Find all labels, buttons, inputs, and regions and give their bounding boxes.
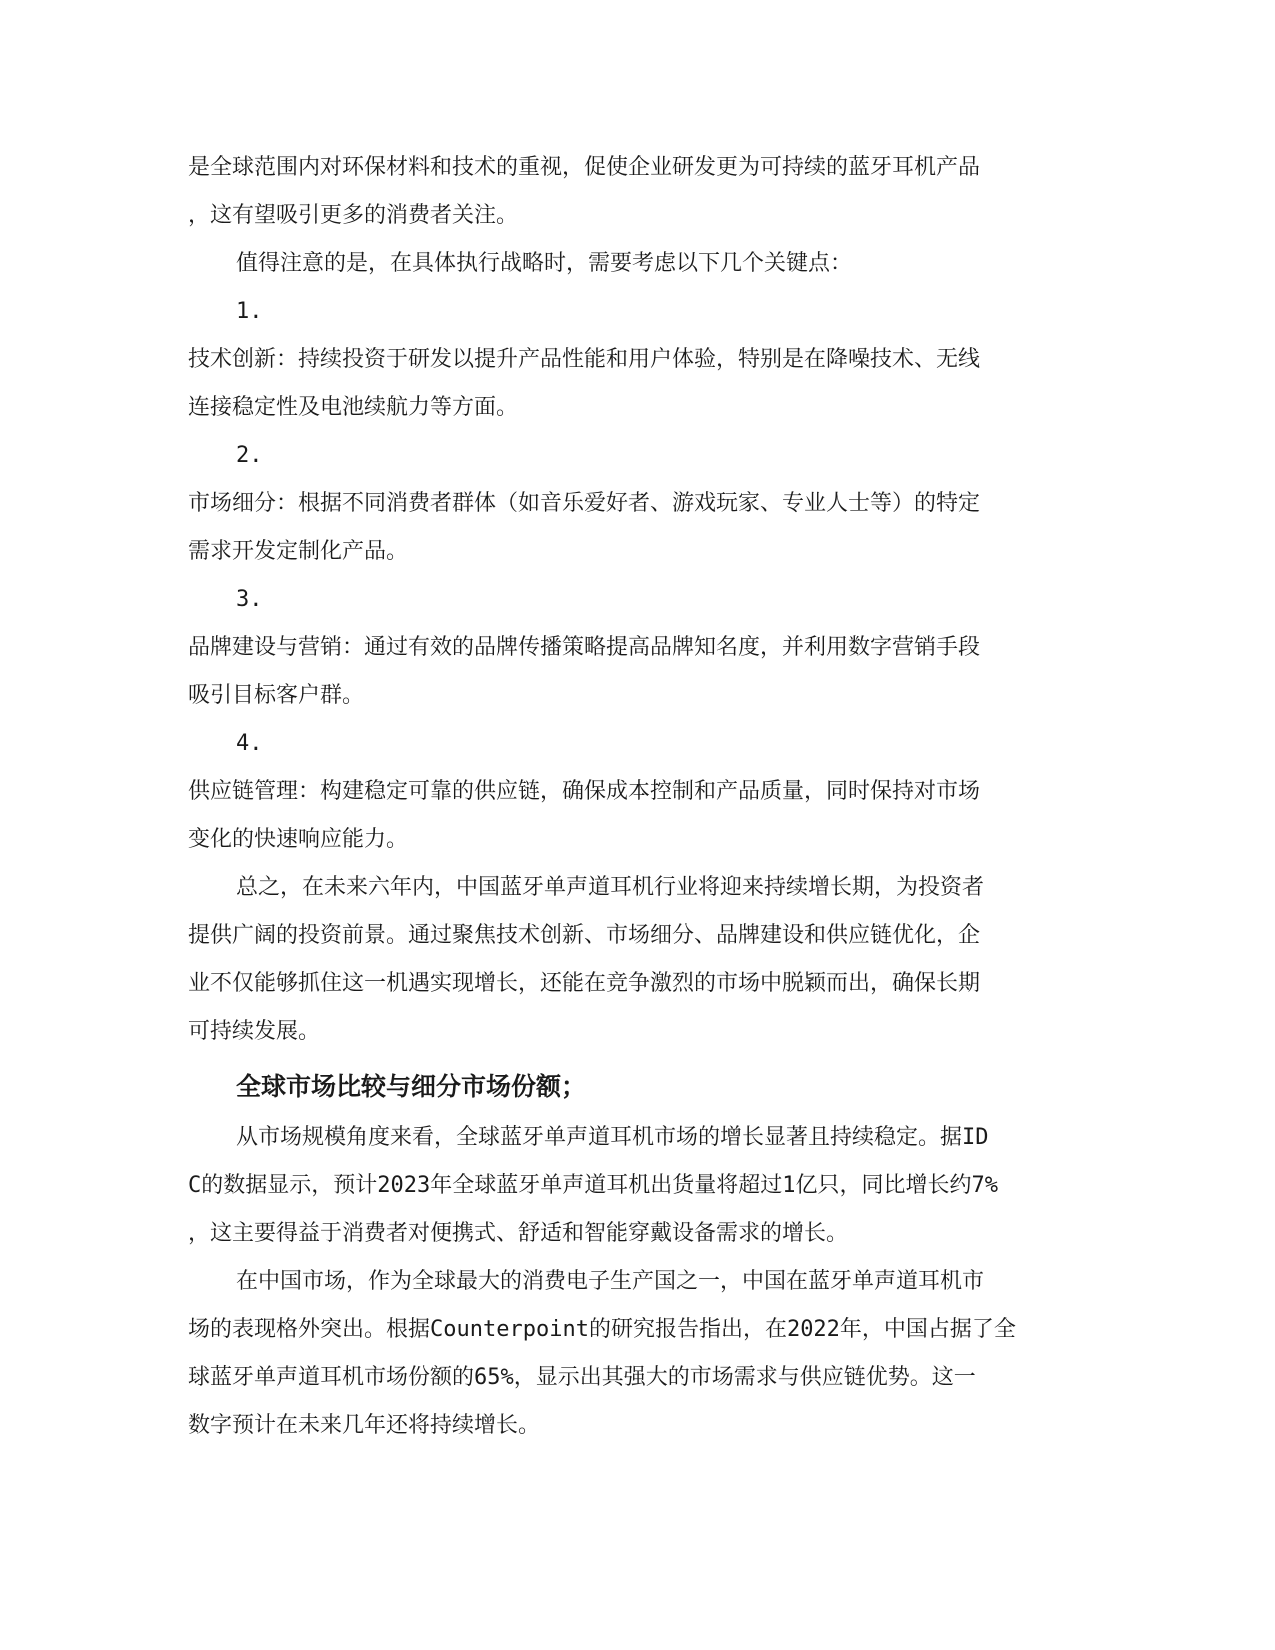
point-text-line: 品牌建设与营销：通过有效的品牌传播策略提高品牌知名度，并利用数字营销手段 [188,635,981,660]
conclusion-line: 总之，在未来六年内，中国蓝牙单声道耳机行业将迎来持续增长期，为投资者 [236,875,985,900]
point-number: 1. [236,299,263,324]
conclusion-line: 业不仅能够抓住这一机遇实现增长，还能在竞争激烈的市场中脱颖而出，确保长期 [188,971,981,996]
point-number: 3. [236,587,263,612]
text-line: ，这有望吸引更多的消费者关注。 [188,203,519,228]
text-line: 是全球范围内对环保材料和技术的重视，促使企业研发更为可持续的蓝牙耳机产品 [188,155,981,180]
point-number: 2. [236,443,263,468]
point-text-line: 需求开发定制化产品。 [188,539,409,564]
global-market-line: 从市场规模角度来看，全球蓝牙单声道耳机市场的增长显著且持续稳定。据ID [236,1125,989,1150]
point-text-line: 供应链管理：构建稳定可靠的供应链，确保成本控制和产品质量，同时保持对市场 [188,779,981,804]
global-market-line: ，这主要得益于消费者对便携式、舒适和智能穿戴设备需求的增长。 [188,1221,849,1246]
point-text-line: 市场细分：根据不同消费者群体（如音乐爱好者、游戏玩家、专业人士等）的特定 [188,491,981,516]
document-page [188,144,1088,1450]
global-market-line: C的数据显示，预计2023年全球蓝牙单声道耳机出货量将超过1亿只，同比增长约7% [188,1173,998,1198]
point-text-line: 技术创新：持续投资于研发以提升产品性能和用户体验，特别是在降噪技术、无线 [188,347,981,372]
conclusion-line: 提供广阔的投资前景。通过聚焦技术创新、市场细分、品牌建设和供应链优化，企 [188,923,981,948]
conclusion-line: 可持续发展。 [188,1019,321,1044]
point-text-line: 吸引目标客户群。 [188,683,365,708]
point-text-line: 变化的快速响应能力。 [188,827,409,852]
key-points-intro: 值得注意的是，在具体执行战略时，需要考虑以下几个关键点： [236,251,853,276]
china-market-line: 数字预计在未来几年还将持续增长。 [188,1413,541,1438]
section-heading: 全球市场比较与细分市场份额； [236,1072,587,1101]
point-number: 4. [236,731,263,756]
china-market-line: 球蓝牙单声道耳机市场份额的65%，显示出其强大的市场需求与供应链优势。这一 [188,1365,976,1390]
china-market-line: 场的表现格外突出。根据Counterpoint的研究报告指出，在2022年，中国占据了全 [188,1317,1016,1342]
china-market-line: 在中国市场，作为全球最大的消费电子生产国之一，中国在蓝牙单声道耳机市 [236,1269,985,1294]
point-text-line: 连接稳定性及电池续航力等方面。 [188,395,519,420]
